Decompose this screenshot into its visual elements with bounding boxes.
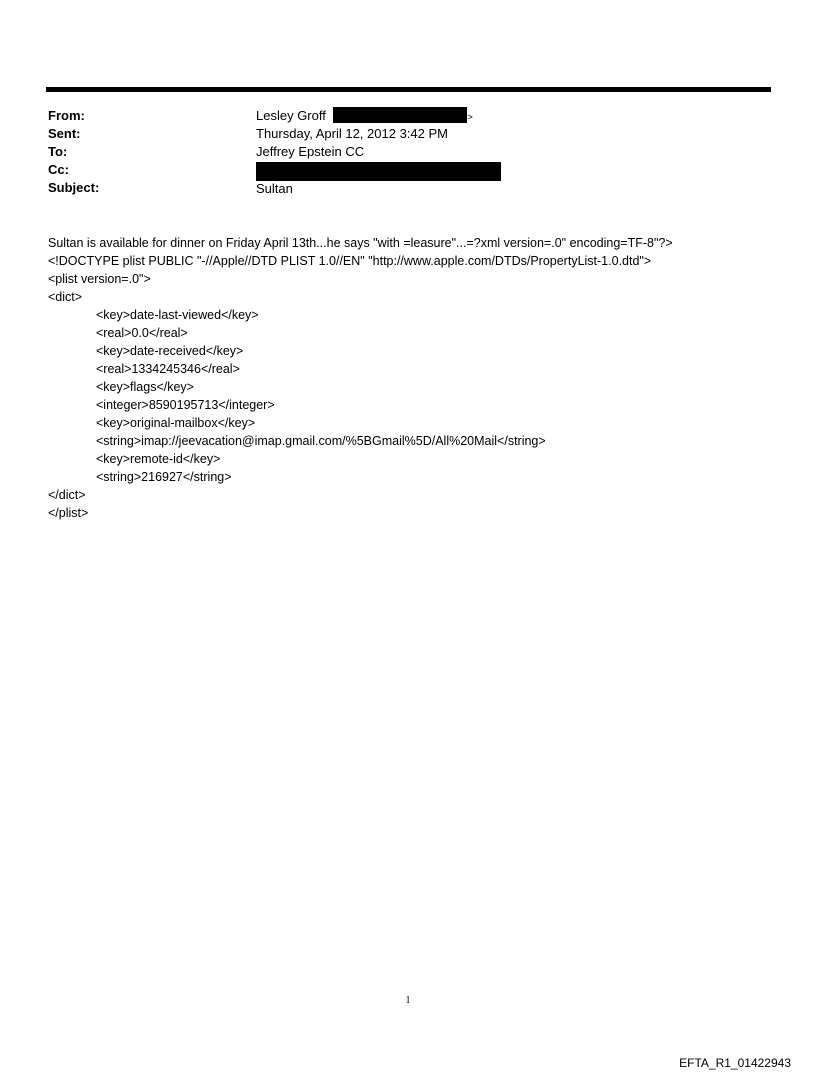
body-line: <plist version=.0"> [48, 272, 151, 286]
body-line: </plist> [48, 506, 89, 520]
body-line: <!DOCTYPE plist PUBLIC "-//Apple//DTD PLIST 1.0//EN" "http://www.apple.com/DTDs/PropertyList-1.0.dtd"> [48, 254, 652, 268]
from-sender: Lesley Groff [256, 108, 326, 123]
to-label: To: [48, 144, 68, 159]
bates-number: EFTA_R1_01422943 [679, 1056, 791, 1070]
sent-value: Thursday, April 12, 2012 3:42 PM [256, 126, 448, 141]
subject-value: Sultan [256, 181, 293, 196]
from-email-redaction [333, 107, 467, 123]
header-rule [46, 87, 771, 92]
body-line: <key>flags</key> [96, 380, 194, 394]
body-line: <real>1334245346</real> [96, 362, 240, 376]
body-line: <key>date-received</key> [96, 344, 244, 358]
to-value: Jeffrey Epstein CC [256, 144, 365, 159]
body-line: Sultan is available for dinner on Friday April 13th...he says "with =leasure"...=?xml version=.0" encoding=TF-8"?> [48, 236, 673, 250]
from-value [256, 107, 473, 126]
from-redaction-end: > [467, 112, 473, 122]
message-body [48, 234, 788, 522]
from-label: From: [48, 108, 85, 123]
subject-label: Subject: [48, 180, 100, 195]
body-line: <dict> [48, 290, 83, 304]
body-line: <string>216927</string> [96, 470, 232, 484]
cc-redaction [256, 162, 501, 181]
cc-label: Cc: [48, 162, 69, 177]
body-line: <integer>8590195713</integer> [96, 398, 275, 412]
body-line: <real>0.0</real> [96, 326, 188, 340]
page-number: 1 [405, 995, 411, 1006]
body-line: <key>date-last-viewed</key> [96, 308, 259, 322]
body-line: </dict> [48, 488, 86, 502]
body-line: <key>remote-id</key> [96, 452, 221, 466]
sent-label: Sent: [48, 126, 81, 141]
body-line: <key>original-mailbox</key> [96, 416, 256, 430]
body-line: <string>imap://jeevacation@imap.gmail.com/%5BGmail%5D/All%20Mail</string> [96, 434, 546, 448]
